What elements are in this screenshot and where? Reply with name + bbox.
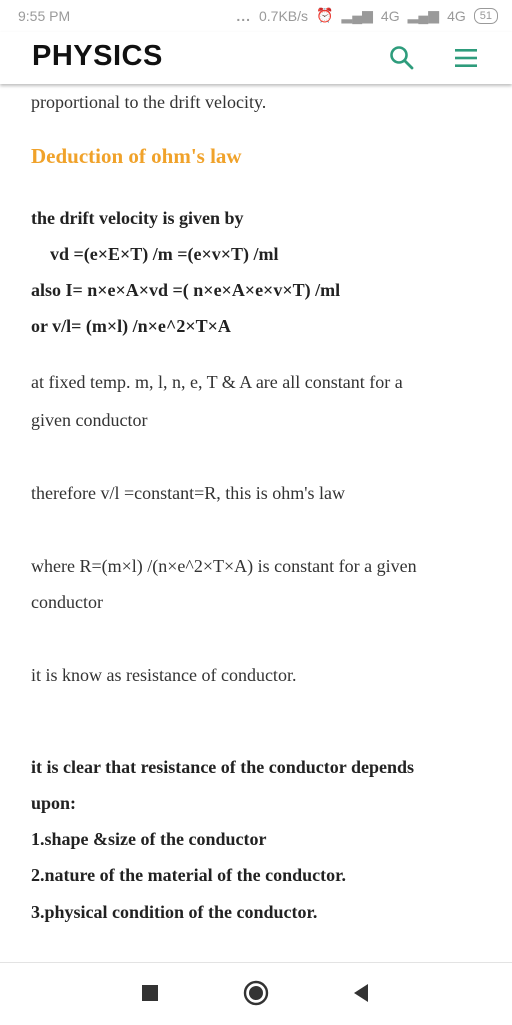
depends-line-2: upon:: [31, 793, 77, 813]
list-item-1: 1.shape &size of the conductor: [31, 829, 267, 849]
section-heading: Deduction of ohm's law: [31, 144, 242, 168]
status-dots: ...: [236, 7, 251, 24]
equation-1: vd =(e×E×T) /m =(e×v×T) /ml: [50, 244, 279, 264]
network-type-2: 4G: [447, 7, 466, 24]
battery-icon: 51: [474, 8, 498, 24]
depends-line-1: it is clear that resistance of the conductor depends: [31, 757, 414, 777]
status-bar: [0, 0, 512, 32]
hamburger-menu-icon: [452, 46, 480, 70]
triangle-back-icon: [352, 983, 370, 1003]
equation-3: or v/l= (m×l) /n×e^2×T×A: [31, 316, 231, 336]
app-title: PHYSICS: [32, 40, 163, 72]
where-line-2: conductor: [31, 592, 103, 612]
equation-2: also I= n×e×A×vd =( n×e×A×e×v×T) /ml: [31, 280, 341, 300]
home-button[interactable]: [243, 980, 269, 1006]
intro-line: proportional to the drift velocity.: [31, 92, 267, 112]
circle-home-icon: [243, 980, 269, 1006]
drift-intro: the drift velocity is given by: [31, 208, 244, 228]
back-button[interactable]: [352, 983, 370, 1003]
list-item-2: 2.nature of the material of the conductor.: [31, 865, 346, 885]
signal-icon: ▂▄▆: [341, 7, 373, 23]
menu-button[interactable]: [452, 46, 480, 70]
network-speed: 0.7KB/s: [259, 7, 309, 24]
status-indicators: [236, 7, 498, 24]
resistance-line: it is know as resistance of conductor.: [31, 665, 297, 685]
therefore-line: therefore v/l =constant=R, this is ohm's law: [31, 483, 345, 503]
constants-line-1: at fixed temp. m, l, n, e, T & A are all constant for a: [31, 372, 403, 392]
constants-line-2: given conductor: [31, 410, 148, 430]
network-type-1: 4G: [380, 7, 400, 24]
search-icon: [388, 44, 416, 72]
alarm-icon: ⏰: [316, 7, 334, 23]
navigation-bar: [0, 962, 512, 1025]
list-item-3: 3.physical condition of the conductor.: [31, 902, 318, 922]
square-recents-icon[interactable]: [142, 985, 158, 1001]
status-time: 9:55 PM: [18, 8, 71, 24]
where-line-1: where R=(m×l) /(n×e^2×T×A) is constant for a given: [31, 556, 417, 576]
app-bar: [0, 32, 512, 84]
signal-icon-2: ▂▄▆: [407, 7, 440, 23]
search-button[interactable]: [388, 44, 416, 72]
